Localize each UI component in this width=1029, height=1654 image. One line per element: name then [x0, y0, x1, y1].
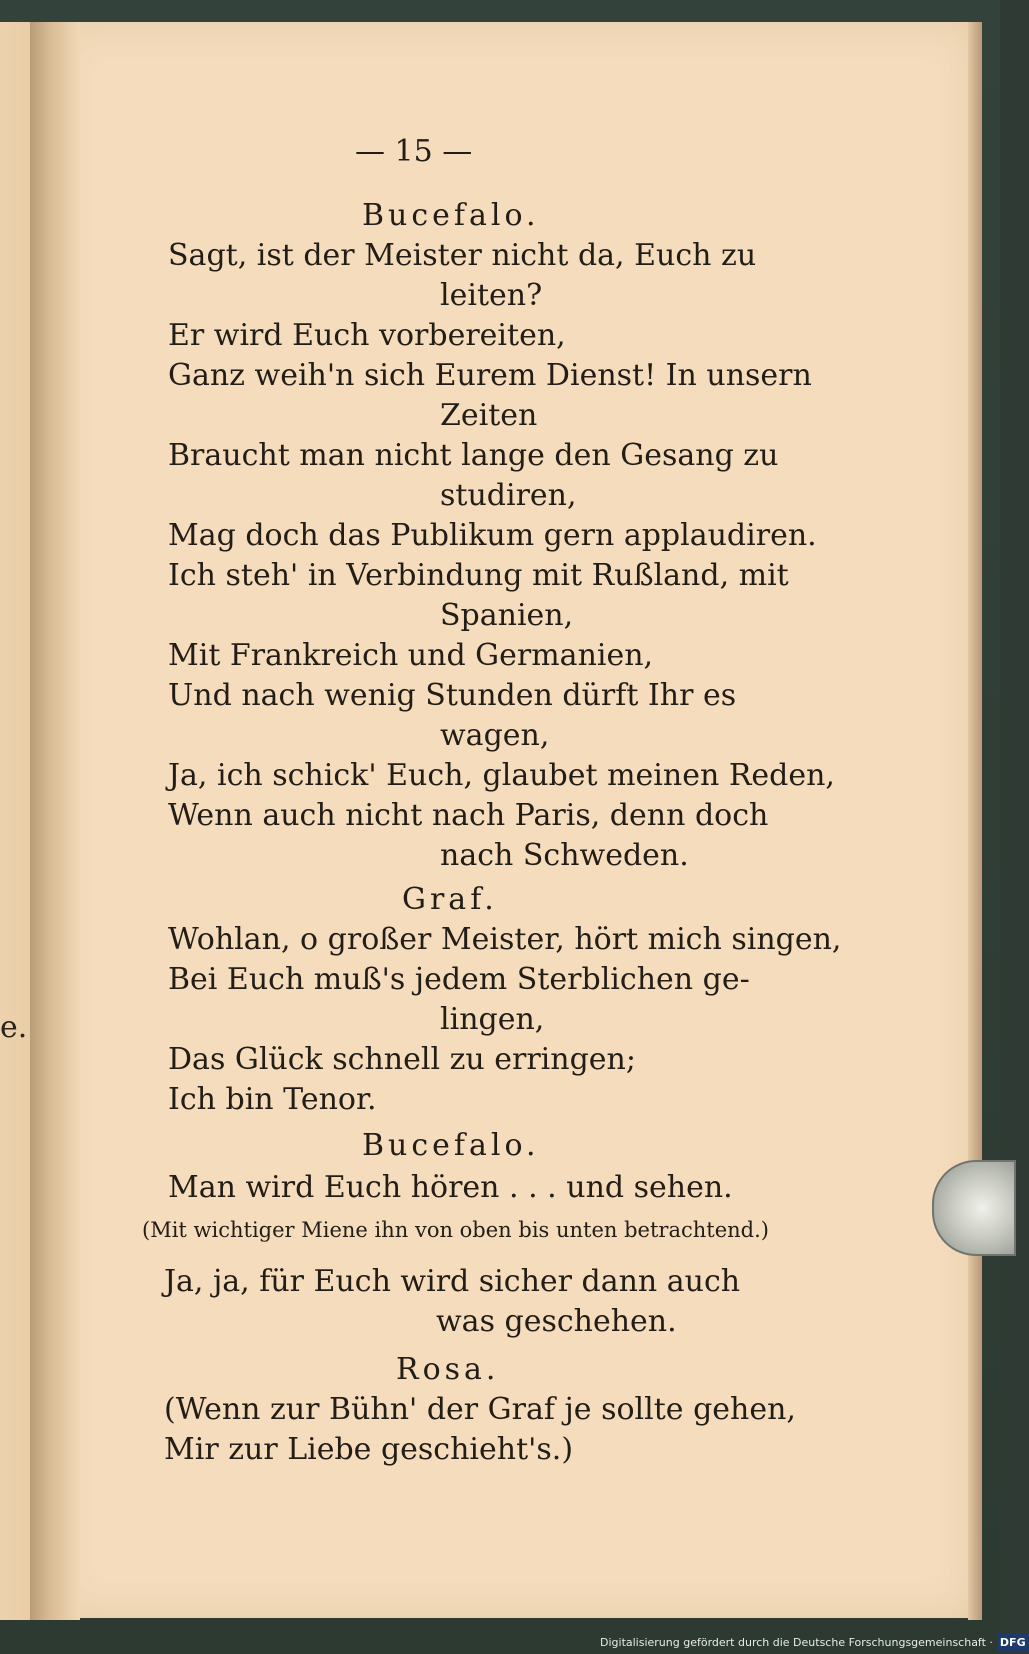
verse-continuation: leiten?	[440, 278, 543, 313]
verse-continuation: wagen,	[440, 718, 550, 753]
verse-line: Braucht man nicht lange den Gesang zu	[168, 438, 779, 473]
credit-text: Digitalisierung gefördert durch die Deutsche Forschungsgemeinschaft ·	[600, 1636, 993, 1649]
verse-continuation: Zeiten	[440, 398, 538, 433]
verse-line: Bei Euch muß's jedem Sterblichen ge-	[168, 962, 750, 997]
speaker-name: Bucefalo.	[362, 198, 540, 233]
verse-line: Ich bin Tenor.	[168, 1082, 377, 1117]
digitization-credit	[600, 1634, 1026, 1652]
verse-line: Mit Frankreich und Germanien,	[168, 638, 654, 673]
speaker-name: Bucefalo.	[362, 1128, 540, 1163]
verse-continuation: was geschehen.	[436, 1304, 677, 1339]
speaker-name: Rosa.	[396, 1352, 500, 1387]
verse-line: Ich steh' in Verbindung mit Rußland, mit	[168, 558, 789, 593]
verse-line: Er wird Euch vorbereiten,	[168, 318, 566, 353]
verse-line: Ja, ich schick' Euch, glaubet meinen Reden,	[168, 758, 835, 793]
verse-continuation: studiren,	[440, 478, 577, 513]
dfg-logo: DFG	[997, 1634, 1029, 1652]
page-number: — 15 —	[355, 134, 473, 169]
verse-line: (Wenn zur Bühn' der Graf je sollte gehen,	[164, 1392, 796, 1427]
verse-line: Mir zur Liebe geschieht's.)	[164, 1432, 574, 1467]
verse-line: Ja, ja, für Euch wird sicher dann auch	[164, 1264, 741, 1299]
verse-line: Wenn auch nicht nach Paris, denn doch	[168, 798, 769, 833]
verse-line: Ganz weih'n sich Eurem Dienst! In unsern	[168, 358, 812, 393]
verse-line: Sagt, ist der Meister nicht da, Euch zu	[168, 238, 757, 273]
verse-continuation: nach Schweden.	[440, 838, 689, 873]
verse-continuation: lingen,	[440, 1002, 545, 1037]
verse-continuation: Spanien,	[440, 598, 574, 633]
left-page-fragment: e.	[0, 1010, 28, 1045]
verse-line: Und nach wenig Stunden dürft Ihr es	[168, 678, 737, 713]
verse-line: Wohlan, o großer Meister, hört mich singen,	[168, 922, 842, 957]
speaker-name: Graf.	[402, 882, 498, 917]
verse-line: Das Glück schnell zu erringen;	[168, 1042, 636, 1077]
verse-line: Man wird Euch hören . . . und sehen.	[168, 1170, 733, 1205]
verse-line: Mag doch das Publikum gern applaudiren.	[168, 518, 817, 553]
stage-direction: (Mit wichtiger Miene ihn von oben bis unten betrachtend.)	[142, 1218, 769, 1242]
